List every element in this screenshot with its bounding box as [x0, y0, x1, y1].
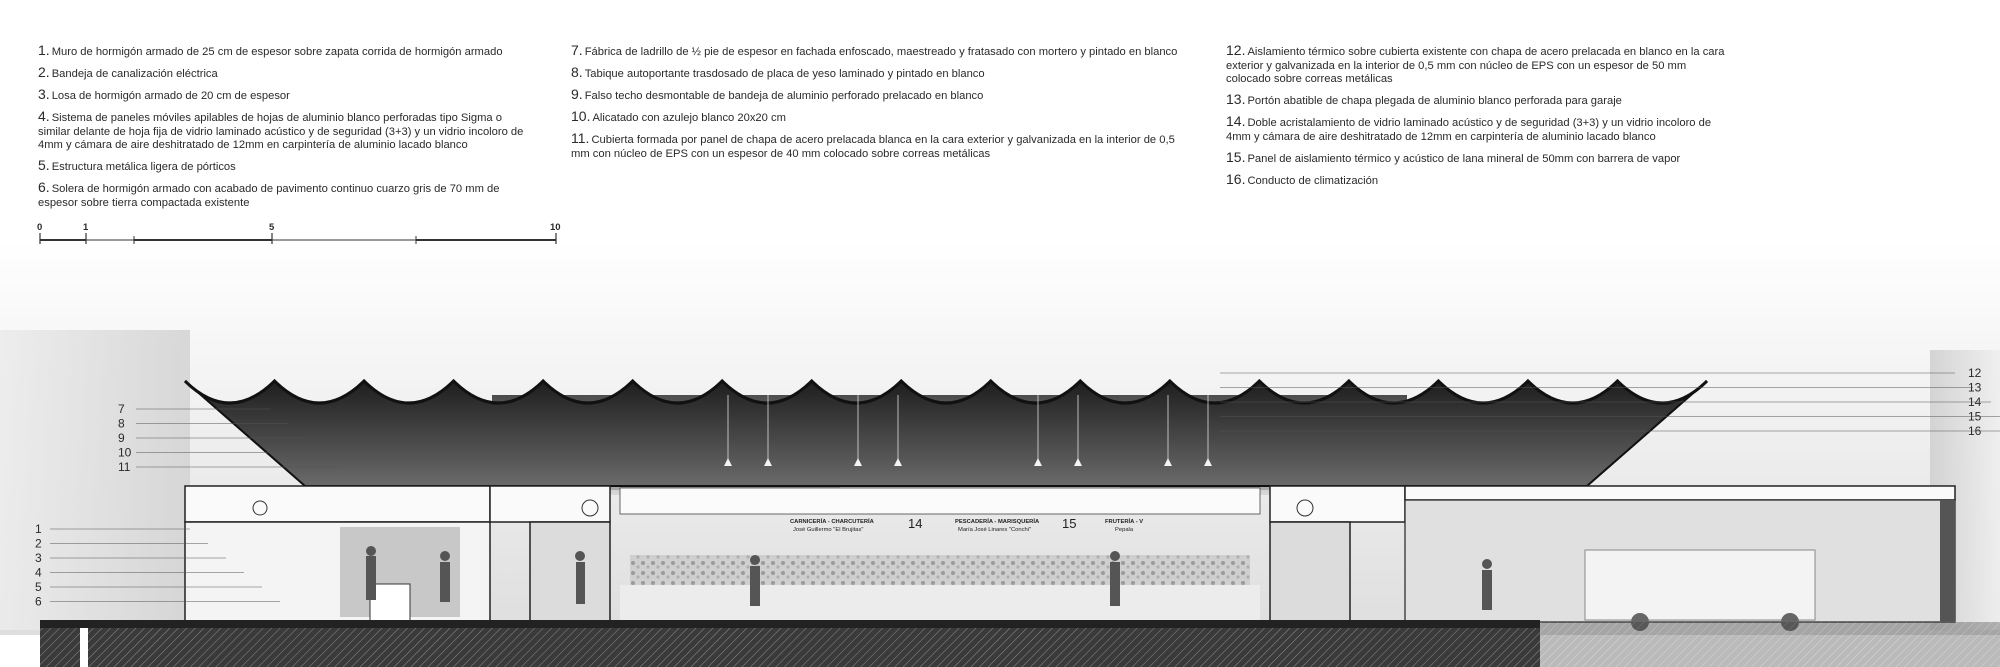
stall-sign-right: FRUTERÍA - V: [1105, 519, 1144, 525]
legend-item-text: Panel de aislamiento térmico y acústico de lana mineral de 50mm con barrera de vapor: [1247, 152, 1681, 165]
callout-number: 11: [118, 460, 131, 474]
legend-item-number: 10.: [571, 107, 591, 124]
legend-item-number: 6.: [38, 179, 50, 196]
legend-item-number: 2.: [38, 63, 50, 80]
background-buildings-left: [0, 330, 190, 630]
callout-number: 5: [35, 580, 42, 594]
legend-item-text: Falso techo desmontable de bandeja de aluminio perforado prelacado en blanco: [584, 89, 984, 102]
stall-sign-mid: PESCADERÍA - MARISQUERÍA: [955, 519, 1040, 525]
stall-number-15: 15: [1062, 516, 1077, 531]
legend-item-text: Bandeja de canalización eléctrica: [51, 67, 218, 80]
scale-label-5: 5: [269, 222, 275, 233]
legend-item-text: Muro de hormigón armado de 25 cm de espesor sobre zapata corrida de hormigón armado: [51, 46, 503, 58]
legend-item-number: 13.: [1226, 91, 1246, 108]
callout-number: 13: [1968, 380, 1982, 395]
stall-sign-mid-sub: María José Linares "Conchi": [958, 527, 1032, 533]
legend-item-text: Conducto de climatización: [1247, 174, 1379, 187]
legend-item-number: 9.: [571, 85, 583, 102]
scale-bar-graphic: [36, 222, 566, 244]
callout-number: 7: [118, 402, 125, 416]
stall-sign-left: CARNICERÍA - CHARCUTERÍA: [790, 519, 874, 525]
callout-number: 3: [35, 551, 42, 565]
legend-item-number: 3.: [38, 85, 50, 102]
scale-label-1: 1: [83, 222, 89, 233]
legend-item-number: 15.: [1226, 148, 1246, 165]
stall-counters: [630, 555, 1250, 585]
ground-earth-hatch: [40, 628, 1540, 667]
foundation-footing: [80, 628, 88, 667]
center-right-room: [1270, 522, 1350, 622]
callout-number: 8: [118, 416, 125, 431]
center-right-ceiling: [1270, 486, 1405, 522]
legend-item-text: Doble acristalamiento de vidrio laminado acústico y de seguridad (3+3) y un vidrio incoloro de 4mm y cámara de aire deshitratado de 12mm en carpintería de aluminio lacado blanco: [1226, 117, 1712, 143]
callout-number: 16: [1968, 424, 1982, 438]
legend-item-text: Fábrica de ladrillo de ½ pie de espesor en fachada enfoscado, maestreado y fratasado con mortero y pintado en blanco: [584, 46, 1178, 58]
legend-item-text: Sistema de paneles móviles apilables de hojas de aluminio blanco perforadas tipo Sigma o similar delante de hoja fija de vidrio laminado acústico y de seguridad (3+3) y un vidrio incoloro de 4mm y cámara de aire deshitratado de 12mm en carpintería de aluminio lacado blanco: [38, 111, 524, 152]
stall-sign-left-sub: José Guillermo "El Brujitas": [793, 527, 864, 533]
callout-number: 9: [118, 431, 125, 445]
legend-item-number: 5.: [38, 157, 50, 174]
legend-item-text: Alicatado con azulejo blanco 20x20 cm: [592, 111, 786, 124]
callout-number: 14: [1968, 395, 1982, 409]
garage-roof: [1405, 486, 1955, 500]
scale-label-10: 10: [550, 222, 561, 233]
left-wing-ceiling: [185, 486, 490, 522]
scale-label-0: 0: [37, 222, 43, 233]
legend-item-number: 8.: [571, 63, 583, 80]
legend-item-number: 11.: [571, 129, 590, 146]
callout-number: 4: [35, 565, 42, 580]
stall-sign-right-sub: Pepala: [1115, 527, 1134, 533]
stall-signage-band: [620, 488, 1260, 514]
legend-item-text: Cubierta formada por panel de chapa de acero prelacada blanca en la cara exterior y galvanizada en la interior de 0,5 mm con núcleo de EPS con un espesor de 40 mm colocado sobre correas metálicas: [571, 133, 1175, 160]
legend-item-number: 1.: [38, 42, 50, 58]
legend-item-number: 16.: [1226, 170, 1246, 187]
center-left-ceiling: [490, 486, 610, 522]
legend-item-text: Solera de hormigón armado con acabado de pavimento continuo cuarzo gris de 70 mm de espesor sobre tierra compactada existente: [38, 183, 500, 209]
legend-item-text: Estructura metálica ligera de pórticos: [51, 161, 236, 174]
legend-item-text: Tabique autoportante trasdosado de placa de yeso laminado y pintado en blanco: [584, 67, 985, 80]
callout-number: 15: [1968, 409, 1982, 424]
callout-number: 2: [35, 536, 42, 551]
callout-number: 6: [35, 594, 42, 609]
callout-number: 1: [35, 522, 42, 536]
legend-item-number: 7.: [571, 42, 583, 58]
legend-item-number: 4.: [38, 107, 50, 124]
floor-slab: [40, 620, 1540, 628]
center-left-room: [530, 522, 610, 622]
legend-item-text: Portón abatible de chapa plegada de aluminio blanco perforada para garaje: [1247, 95, 1622, 108]
legend-item-number: 14.: [1226, 113, 1246, 130]
legend-item-text: Aislamiento térmico sobre cubierta existente con chapa de acero prelacada en blanco en la cara exterior y galvanizada en la interior de 0,5 mm con núcleo de EPS con un espesor de 50 mm colocado sobre correas metálicas: [1226, 46, 1725, 86]
callout-number: 10: [118, 445, 132, 460]
market-floor: [620, 585, 1260, 622]
ground-earth-right: [1540, 622, 2000, 667]
stall-number-14: 14: [908, 516, 923, 531]
delivery-truck: [1585, 550, 1815, 620]
garage-gate: [1940, 500, 1955, 622]
legend-item-text: Losa de hormigón armado de 20 cm de espesor: [51, 89, 290, 102]
callout-number: 12: [1968, 366, 1982, 380]
legend-item-number: 12.: [1226, 42, 1246, 58]
